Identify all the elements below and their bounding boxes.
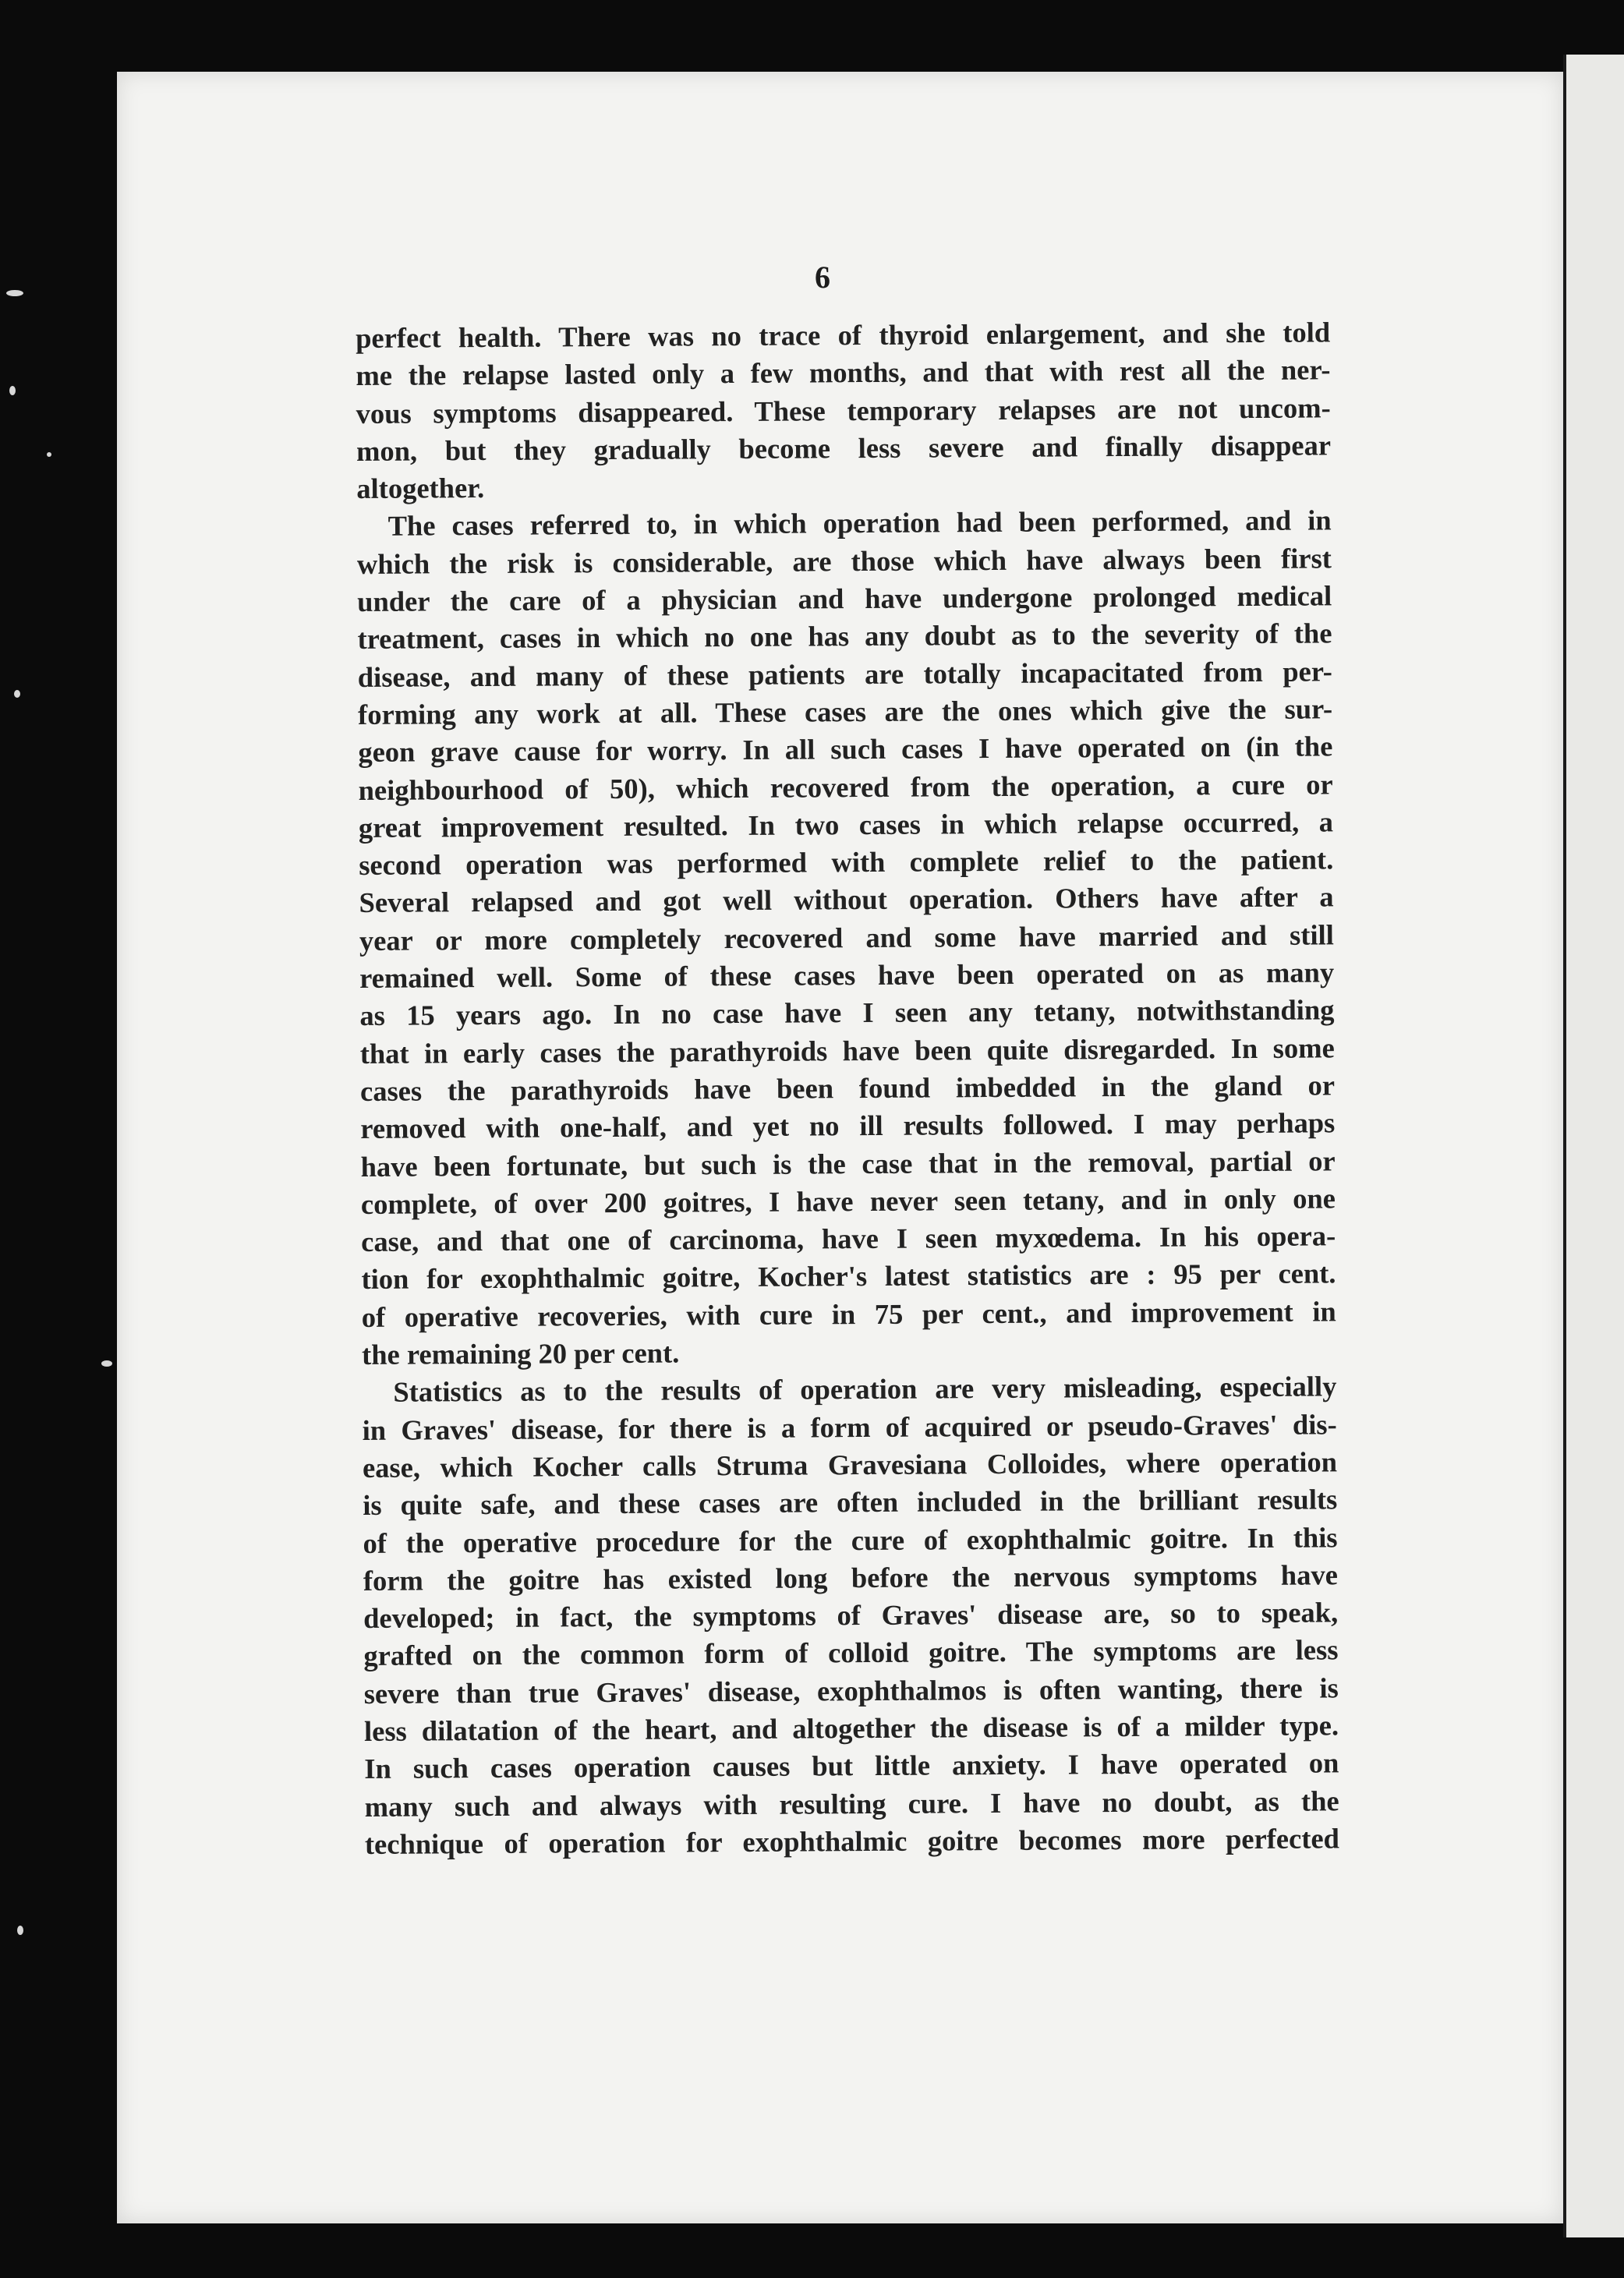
text-line: In such cases operation causes but little anxiety. I have operated on	[364, 1746, 1339, 1785]
text-line: treatment, cases in which no one has any doubt as to the severity of the	[357, 617, 1332, 656]
text-line: developed; in fact, the symptoms of Graves' disease are, so to speak,	[363, 1596, 1339, 1635]
paragraph-2	[325, 502, 1336, 1374]
text-line: Several relapsed and got well without operation. Others have after a	[359, 880, 1334, 919]
text-line: grafted on the common form of colloid goitre. The symptoms are less	[363, 1633, 1339, 1672]
text-line: have been fortunate, but such is the case that in the removal, partial or	[360, 1144, 1336, 1183]
text-line: of operative recoveries, with cure in 75 per cent., and improvement in	[361, 1295, 1336, 1333]
adjacent-page-edge	[1566, 55, 1624, 2237]
scan-speck	[47, 452, 51, 457]
text-line: second operation was performed with complete relief to the patient.	[359, 843, 1334, 882]
body-text	[356, 313, 1339, 1863]
text-line: forming any work at all. These cases are the ones which give the sur-	[357, 692, 1333, 730]
text-line: me the relapse lasted only a few months, and that with rest all the ner-	[356, 353, 1331, 392]
page-gutter-line	[1563, 55, 1566, 2237]
text-line: Statistics as to the results of operation are very misleading, especially	[393, 1370, 1337, 1409]
scan-speck	[17, 1926, 23, 1935]
text-line: removed with one-half, and yet no ill results followed. I may perhaps	[360, 1106, 1336, 1145]
text-line: under the care of a physician and have undergone prolonged medical	[357, 579, 1332, 618]
text-line: technique of operation for exophthalmic goitre becomes more perfected	[364, 1822, 1340, 1860]
text-line: severe than true Graves' disease, exophthalmos is often wanting, there is	[363, 1671, 1339, 1710]
text-line: case, and that one of carcinoma, have I seen myxœdema. In his opera-	[361, 1219, 1336, 1258]
text-line: tion for exophthalmic goitre, Kocher's latest statistics are : 95 per cent.	[361, 1257, 1336, 1296]
text-line: as 15 years ago. In no case have I seen any tetany, notwithstanding	[359, 993, 1335, 1032]
text-line: of the operative procedure for the cure of exophthalmic goitre. In this	[363, 1520, 1338, 1559]
text-line: cases the parathyroids have been found imbedded in the gland or	[359, 1069, 1336, 1107]
text-line: great improvement resulted. In two cases in which relapse occurred, a	[358, 805, 1334, 844]
scan-speck	[14, 690, 20, 698]
scan-speck	[101, 1360, 112, 1367]
paragraph-1	[356, 313, 1331, 508]
text-line: form the goitre has existed long before the nervous symptoms have	[363, 1558, 1338, 1597]
text-line: complete, of over 200 goitres, I have never seen tetany, and in only one	[360, 1182, 1336, 1220]
scan-speck	[9, 386, 16, 395]
text-line: geon grave cause for worry. In all such cases I have operated on (in the	[358, 730, 1333, 769]
text-line: year or more completely recovered and some have married and still	[359, 918, 1334, 957]
text-line: disease, and many of these patients are totally incapacitated from per-	[357, 655, 1332, 693]
scan-speck	[6, 290, 23, 296]
page-number: 6	[815, 260, 830, 295]
text-line: ease, which Kocher calls Struma Gravesiana Colloides, where operation	[362, 1445, 1338, 1484]
paragraph-3	[362, 1368, 1339, 1863]
text-line: altogether.	[356, 472, 485, 505]
text-line: the remaining 20 per cent.	[361, 1336, 680, 1371]
text-line: in Graves' disease, for there is a form of acquired or pseudo-Graves' dis-	[362, 1407, 1337, 1446]
text-line: vous symptoms disappeared. These temporary relapses are not uncom-	[356, 391, 1331, 430]
text-line: less dilatation of the heart, and altogether the disease is of a milder type.	[363, 1709, 1339, 1747]
text-line: many such and always with resulting cure. I have no doubt, as the	[364, 1784, 1339, 1823]
text-line: neighbourhood of 50), which recovered from the operation, a cure or	[358, 767, 1333, 806]
text-line: The cases referred to, in which operation had been performed, and in	[387, 504, 1332, 543]
text-line: which the risk is considerable, are those which have always been first	[356, 542, 1332, 580]
text-line: that in early cases the parathyroids have been quite disregarded. In some	[359, 1031, 1335, 1070]
text-line: mon, but they gradually become less severe and finally disappear	[356, 429, 1332, 467]
text-line: perfect health. There was no trace of thyroid enlargement, and she told	[356, 316, 1331, 354]
text-line: remained well. Some of these cases have been operated on as many	[359, 956, 1335, 995]
text-line: is quite safe, and these cases are often included in the brilliant results	[363, 1483, 1338, 1522]
